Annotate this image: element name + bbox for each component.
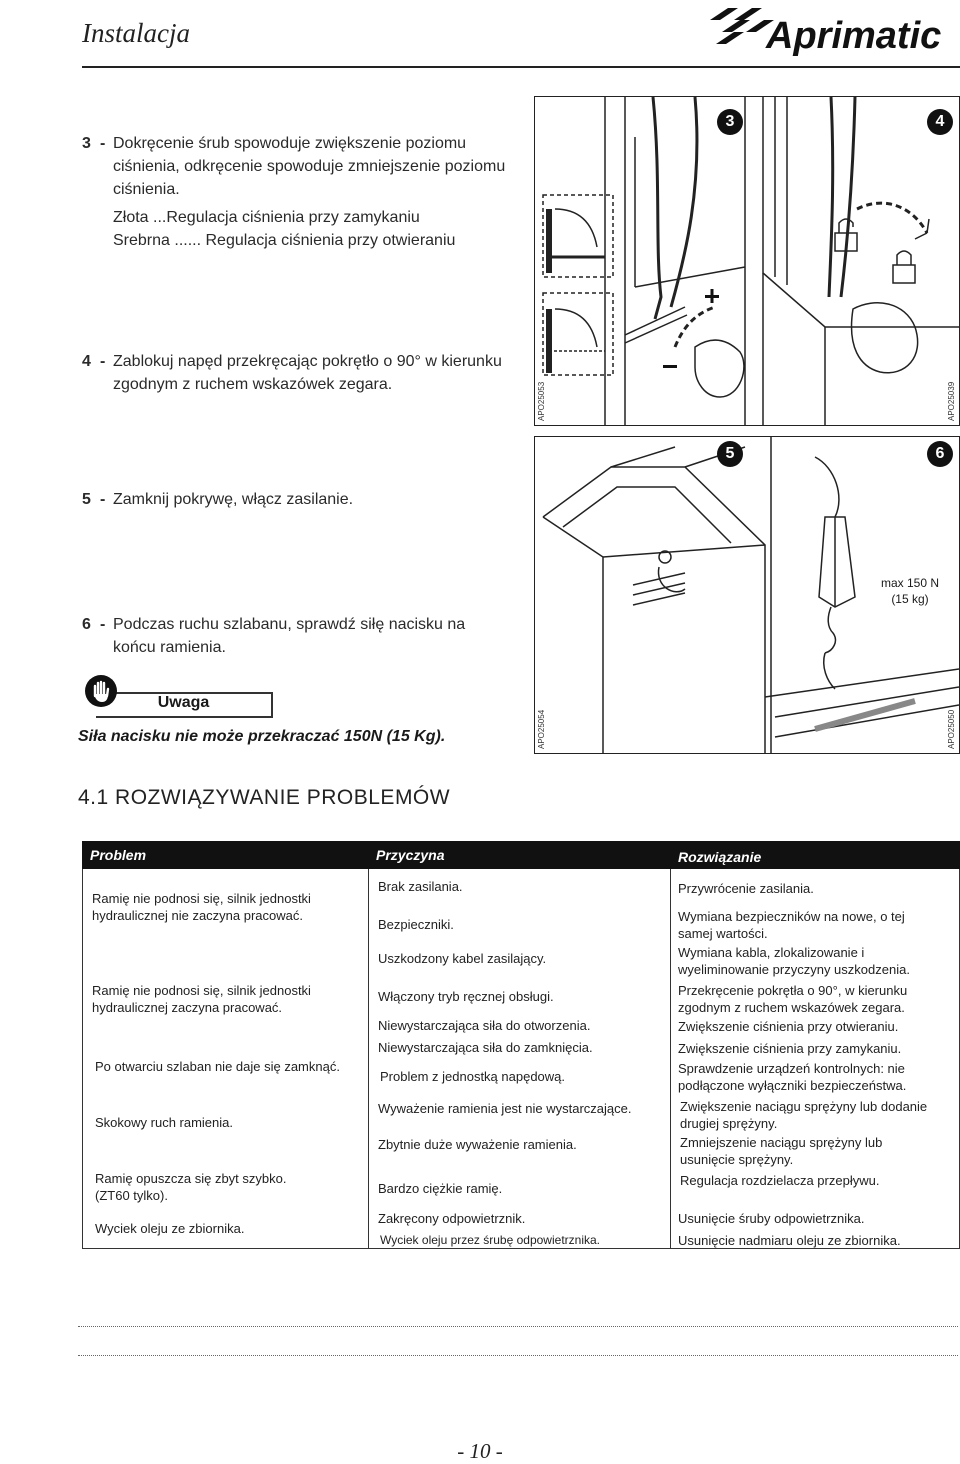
step-dash: - [100, 491, 106, 508]
table-cell-problem: Skokowy ruch ramienia. [95, 1115, 233, 1130]
step-number: 4 [82, 353, 91, 370]
step-dash: - [100, 616, 106, 633]
table-cell-solution: Zwiększenie ciśnienia przy zamykaniu. [678, 1041, 902, 1056]
table-cell-cause: Wyważenie ramienia jest nie wystarczające. [378, 1101, 632, 1116]
table-cell-problem: Ramię nie podnosi się, silnik jednostki hydraulicznej nie zaczyna pracować. [92, 891, 311, 923]
step-text: Podczas ruchu szlabanu, sprawdź siłę nacisku na końcu ramienia. [113, 616, 466, 656]
table-cell-solution: Usunięcie śruby odpowietrznika. [678, 1211, 865, 1226]
table-cell-cause: Niewystarczająca siła do zamknięcia. [378, 1040, 593, 1055]
silver-screw-note: Srebrna ...... Regulacja ciśnienia przy otwieraniu [113, 232, 456, 249]
table-cell-cause: Bezpieczniki. [378, 917, 454, 932]
figure-code: APO25039 [947, 381, 956, 421]
table-cell-cause: Brak zasilania. [378, 879, 463, 894]
figure-force-check [534, 436, 960, 754]
figure-badge: 6 [927, 441, 953, 467]
dotted-divider [78, 1326, 958, 1327]
table-cell-cause: Niewystarczająca siła do otworzenia. [378, 1018, 591, 1033]
table-cell-cause: Bardzo ciężkie ramię. [378, 1181, 503, 1196]
table-cell-cause: Wyciek oleju przez śrubę odpowietrznika. [380, 1233, 600, 1247]
table-cell-solution: Sprawdzenie urządzeń kontrolnych: nie podłączone wyłączniki bezpieczeństwa. [678, 1061, 907, 1093]
page-header-title: Instalacja [82, 18, 190, 48]
step-4 [82, 350, 507, 396]
table-cell-solution: Przywrócenie zasilania. [678, 881, 814, 896]
page-number: - 10 - [457, 1439, 503, 1463]
column-divider [368, 869, 369, 1249]
table-cell-problem: Ramię nie podnosi się, silnik jednostki hydraulicznej zaczyna pracować. [92, 983, 311, 1015]
figure-badge: 4 [927, 109, 953, 135]
step-dash: - [100, 135, 106, 152]
table-cell-cause: Zbytnie duże wyważenie ramienia. [378, 1137, 577, 1152]
column-divider [670, 869, 671, 1249]
table-cell-solution: Wymiana bezpieczników na nowe, o tej samej wartości. [678, 909, 905, 941]
step-number: 5 [82, 491, 91, 508]
step-text: Zamknij pokrywę, włącz zasilanie. [113, 491, 354, 508]
header-rule [82, 66, 960, 68]
stop-hand-icon [84, 674, 118, 708]
column-header-solution: Rozwiązanie [678, 849, 762, 865]
table-cell-solution: Usunięcie nadmiaru oleju ze zbiornika. [678, 1233, 901, 1248]
table-cell-solution: Zwiększenie naciągu sprężyny lub dodanie drugiej sprężyny. [680, 1099, 928, 1131]
step-text: Zablokuj napęd przekręcając pokrętło o 90° w kierunku zgodnym z ruchem wskazówek zegara. [113, 353, 502, 393]
table-cell-solution: Zmniejszenie naciągu sprężyny lub usunięcie sprężyny. [680, 1135, 883, 1167]
step-number: 6 [82, 616, 91, 633]
step-6 [82, 613, 507, 659]
step-3 [82, 132, 507, 201]
force-value: max 150 N [880, 576, 940, 590]
step-number: 3 [82, 135, 91, 152]
table-cell-problem: Po otwarciu szlaban nie daje się zamknąć. [95, 1059, 340, 1074]
aprimatic-logo [708, 2, 960, 64]
column-header-cause: Przyczyna [376, 847, 445, 863]
figure-pressure-adjust [534, 96, 960, 426]
step-5 [82, 488, 507, 511]
table-cell-cause: Zakręcony odpowietrznik. [378, 1211, 526, 1226]
table-cell-solution: Przekręcenie pokrętła o 90°, w kierunku zgodnym z ruchem wskazówek zegara. [678, 983, 908, 1015]
figure-code: APO25050 [947, 709, 956, 749]
force-label [871, 575, 949, 607]
table-header [82, 841, 960, 869]
table-cell-solution: Regulacja rozdzielacza przepływu. [680, 1173, 880, 1188]
warning-text: Siła nacisku nie może przekraczać 150N (15 Kg). [78, 728, 446, 745]
figure-code: APO25053 [537, 381, 546, 421]
step-text: Dokręcenie śrub spowoduje zwiększenie poziomu ciśnienia, odkręcenie spowoduje zmniejszenie poziomu ciśnienia. [113, 135, 506, 198]
logo-wordmark: Aprimatic [766, 15, 942, 57]
table-cell-problem: Wyciek oleju ze zbiornika. [95, 1221, 245, 1236]
table-cell-cause: Uszkodzony kabel zasilający. [378, 951, 547, 966]
figure-code: APO25054 [537, 709, 546, 749]
table-cell-problem: Ramię opuszcza się zbyt szybko. (ZT60 tylko). [95, 1171, 287, 1203]
figure-badge: 5 [717, 441, 743, 467]
warning-label: Uwaga [157, 694, 210, 711]
section-title: 4.1 ROZWIĄZYWANIE PROBLEMÓW [78, 786, 451, 809]
table-cell-solution: Zwiększenie ciśnienia przy otwieraniu. [678, 1019, 899, 1034]
table-cell-cause: Problem z jednostką napędową. [380, 1069, 566, 1084]
table-cell-cause: Włączony tryb ręcznej obsługi. [378, 989, 554, 1004]
step-dash: - [100, 353, 106, 370]
column-header-problem: Problem [90, 847, 147, 863]
gold-screw-note: Złota ...Regulacja ciśnienia przy zamykaniu [113, 209, 420, 226]
dotted-divider [78, 1355, 958, 1356]
table-cell-solution: Wymiana kabla, zlokalizowanie i wyeliminowanie przyczyny uszkodzenia. [678, 945, 910, 977]
force-unit: (15 kg) [891, 592, 929, 606]
pressure-illustration [535, 97, 959, 425]
minus-bar [663, 365, 677, 368]
figure-badge: 3 [717, 109, 743, 135]
